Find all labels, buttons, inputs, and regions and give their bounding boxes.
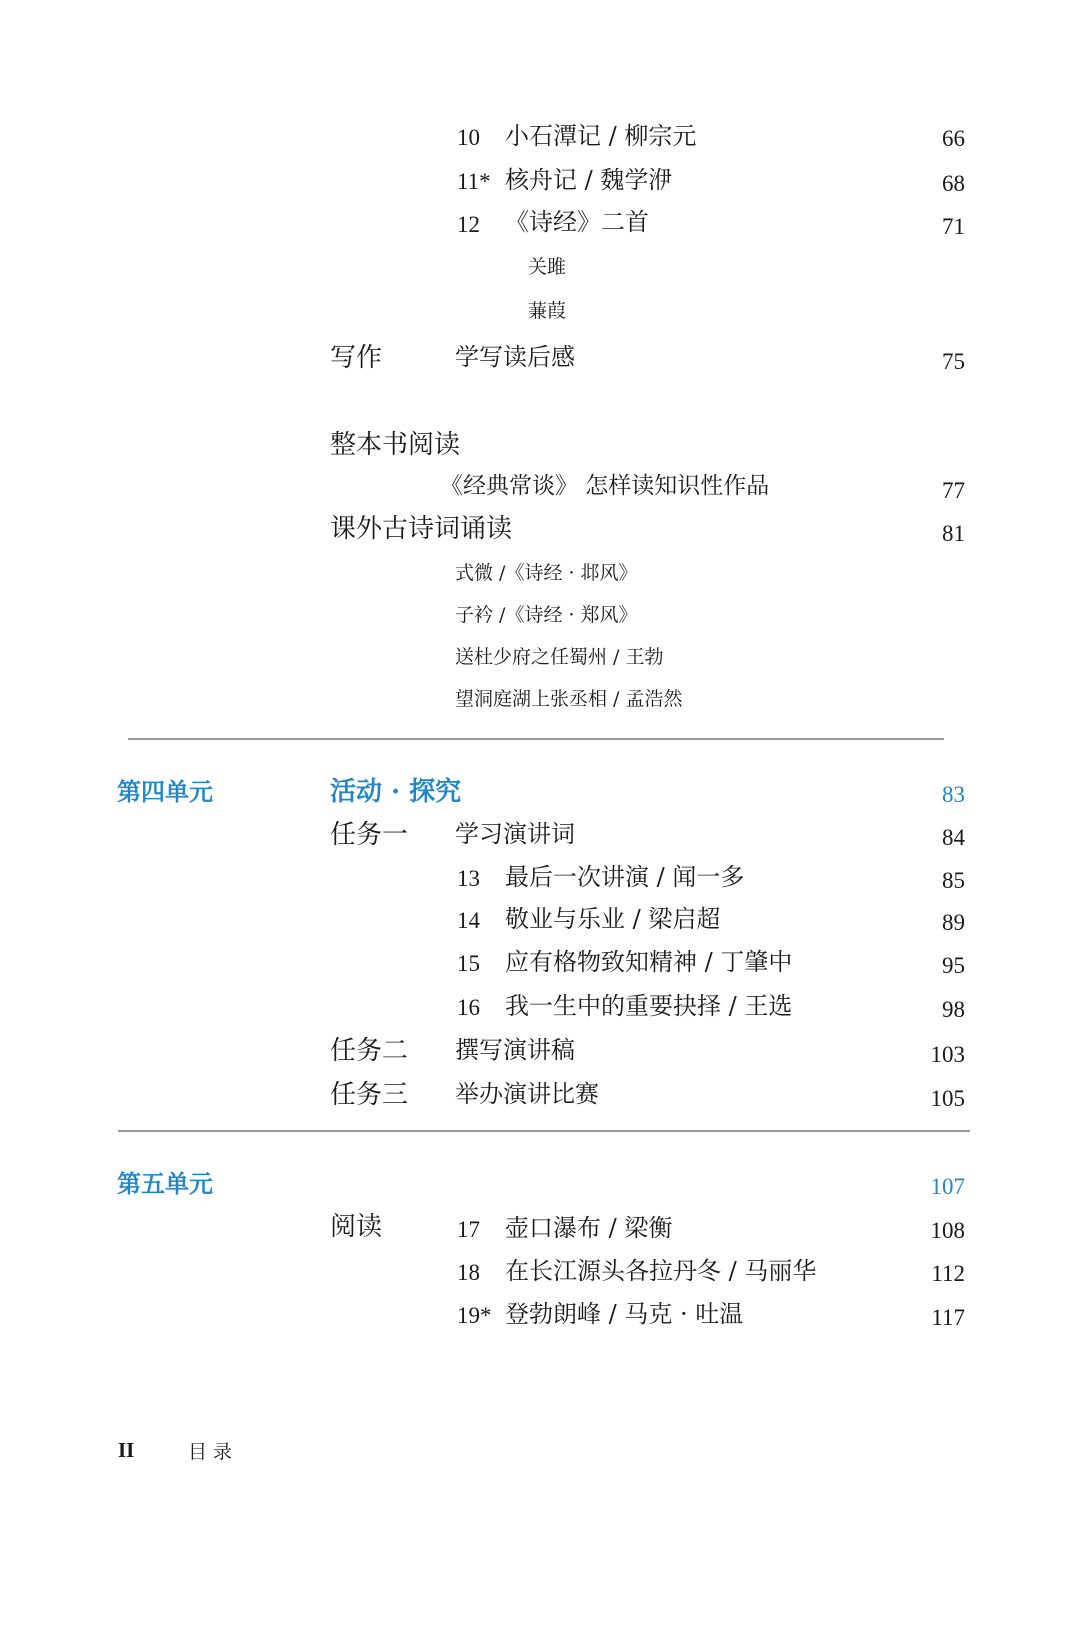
footer-page-number: II [118, 1438, 135, 1462]
task-title[interactable]: 学习演讲词 [455, 820, 575, 848]
page-number: 117 [931, 1305, 965, 1330]
section-divider [128, 738, 944, 740]
whole-book-heading: 整本书阅读 [330, 430, 461, 460]
lesson-title[interactable]: 最后一次讲演 / 闻一多 [505, 863, 745, 891]
reading-label: 阅读 [330, 1212, 383, 1242]
poem-item[interactable]: 送杜少府之任蜀州 / 王勃 [455, 646, 664, 668]
lesson-number: 17 [457, 1217, 480, 1242]
page-number: 77 [942, 478, 965, 503]
whole-book-title[interactable]: 《经典常谈》 怎样读知识性作品 [440, 473, 770, 499]
lesson-number: 19* [457, 1303, 492, 1328]
section-divider [118, 1130, 970, 1132]
page-number: 68 [942, 171, 965, 196]
poem-item[interactable]: 望洞庭湖上张丞相 / 孟浩然 [455, 688, 683, 710]
page-number: 107 [930, 1174, 965, 1199]
lesson-number: 15 [457, 951, 480, 976]
page-number: 98 [942, 997, 965, 1022]
lesson-number: 18 [457, 1260, 480, 1285]
lesson-title[interactable]: 登勃朗峰 / 马克 · 吐温 [505, 1300, 744, 1328]
task-title[interactable]: 举办演讲比赛 [455, 1080, 599, 1108]
lesson-title[interactable]: 壶口瀑布 / 梁衡 [505, 1214, 673, 1242]
lesson-title[interactable]: 核舟记 / 魏学洢 [505, 166, 673, 194]
lesson-title[interactable]: 敬业与乐业 / 梁启超 [505, 905, 721, 933]
lesson-title[interactable]: 在长江源头各拉丹冬 / 马丽华 [505, 1257, 817, 1285]
page-number: 85 [942, 868, 965, 893]
lesson-number: 16 [457, 995, 480, 1020]
page-number: 112 [931, 1261, 965, 1286]
page-number: 66 [942, 126, 965, 151]
page-number: 103 [930, 1042, 965, 1067]
extra-poems-heading[interactable]: 课外古诗词诵读 [330, 514, 513, 544]
page-number: 75 [942, 349, 965, 374]
lesson-title[interactable]: 我一生中的重要抉择 / 王选 [505, 992, 793, 1020]
footer-section: 目 录 [188, 1441, 233, 1463]
lesson-title[interactable]: 应有格物致知精神 / 丁肇中 [505, 948, 793, 976]
lesson-number: 12 [457, 212, 480, 237]
unit-4-label[interactable]: 第四单元 [117, 777, 213, 806]
page-number: 105 [930, 1086, 965, 1111]
poem-item[interactable]: 子衿 /《诗经 · 郑风》 [455, 604, 638, 626]
page-number: 95 [942, 953, 965, 978]
page-number: 84 [942, 825, 965, 850]
task-title[interactable]: 撰写演讲稿 [455, 1036, 575, 1064]
writing-title[interactable]: 学写读后感 [455, 343, 575, 371]
lesson-number: 11* [457, 169, 491, 194]
unit-5-label[interactable]: 第五单元 [117, 1169, 213, 1198]
lesson-number: 14 [457, 908, 480, 933]
page-number: 89 [942, 910, 965, 935]
page-number: 81 [942, 521, 965, 546]
lesson-title[interactable]: 小石潭记 / 柳宗元 [505, 122, 697, 150]
task-label: 任务一 [330, 820, 409, 850]
lesson-number: 13 [457, 866, 480, 891]
sub-poem[interactable]: 关雎 [528, 256, 567, 278]
lesson-title[interactable]: 《诗经》二首 [505, 208, 649, 236]
section-label-writing: 写作 [330, 343, 383, 373]
page-number: 83 [942, 782, 965, 807]
unit-4-title[interactable]: 活动 · 探究 [330, 777, 462, 807]
sub-poem[interactable]: 蒹葭 [528, 300, 567, 322]
page-number: 71 [942, 214, 965, 239]
task-label: 任务二 [330, 1036, 409, 1066]
lesson-number: 10 [457, 125, 480, 150]
page-number: 108 [930, 1218, 965, 1243]
poem-item[interactable]: 式微 /《诗经 · 邶风》 [455, 562, 638, 584]
task-label: 任务三 [330, 1080, 409, 1110]
